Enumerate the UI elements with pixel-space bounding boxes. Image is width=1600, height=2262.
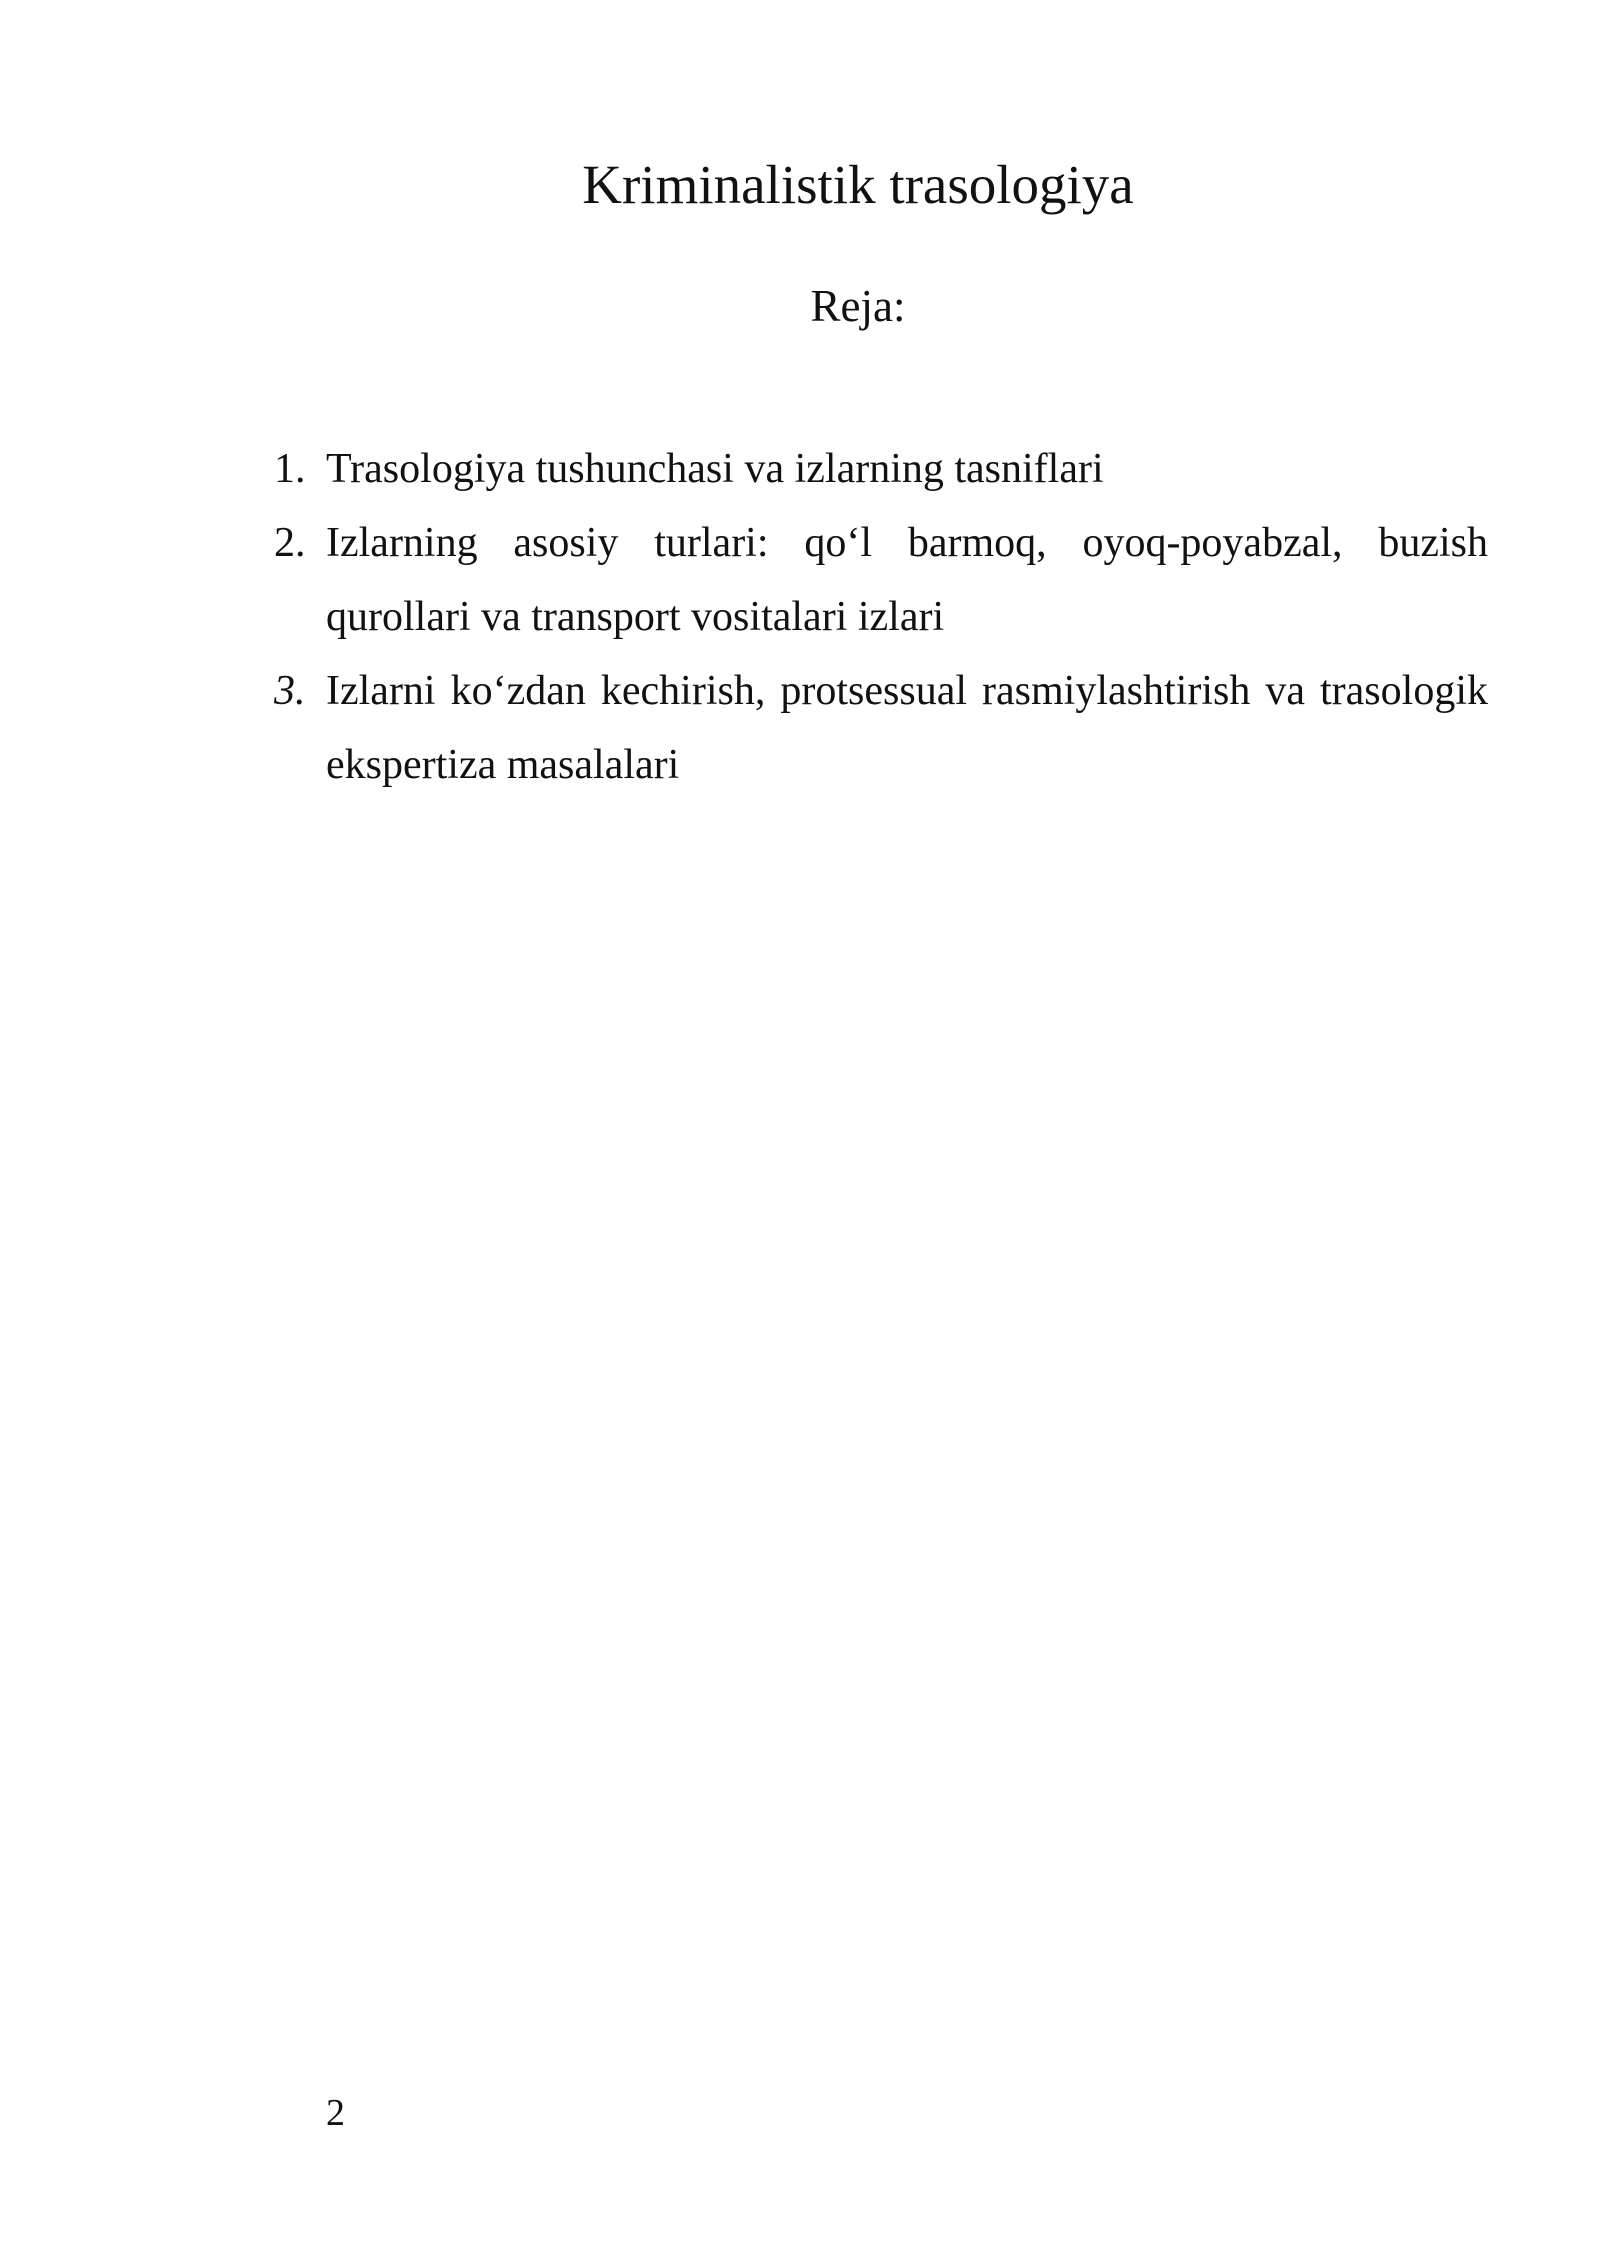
plan-item-text: Izlarni ko‘zdan kechirish, protsessual rasmiylashtirish va trasologik ekspertiza masalalari [326, 668, 1488, 788]
document-title: Kriminalistik trasologiya [582, 154, 1134, 215]
plan-item-number: 2. [274, 520, 306, 566]
plan-item-2 [274, 506, 1488, 654]
plan-item-number: 3. [274, 668, 306, 714]
plan-list [274, 432, 1488, 802]
plan-heading: Reja: [810, 281, 906, 331]
plan-item-number: 1. [274, 446, 306, 492]
plan-item-1 [274, 432, 1488, 506]
page-number: 2 [326, 2092, 345, 2134]
plan-item-3 [274, 654, 1488, 802]
plan-item-text: Izlarning asosiy turlari: qo‘l barmoq, oyoq-poyabzal, buzish qurollari va transport vositalari izlari [326, 520, 1488, 640]
plan-item-text: Trasologiya tushunchasi va izlarning tasniflari [326, 446, 1104, 492]
